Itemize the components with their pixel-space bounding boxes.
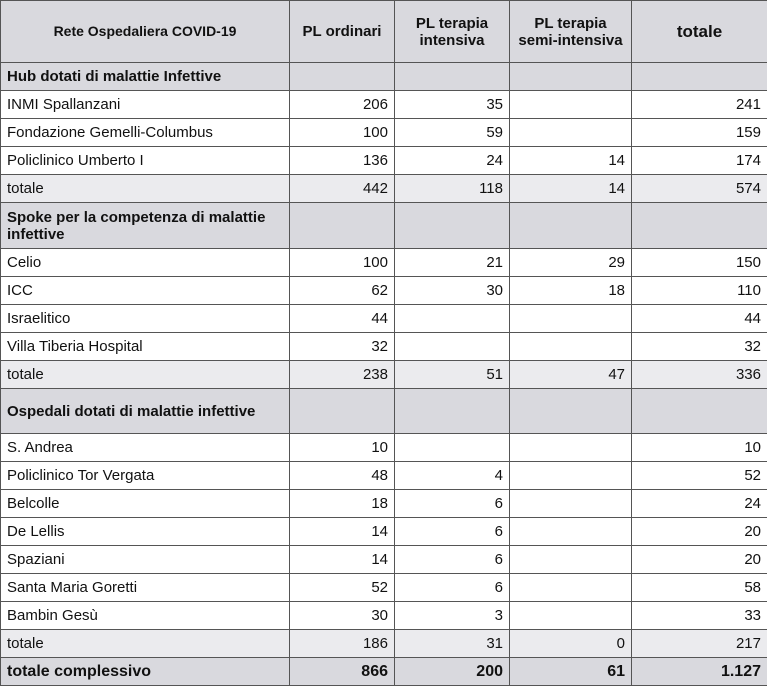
section-title: Spoke per la competenza di malattie infettive [1,203,290,249]
total-beds: 10 [632,434,767,462]
intensive-beds: 24 [395,147,510,175]
semi-intensive-beds: 0 [510,630,632,658]
intensive-beds: 6 [395,546,510,574]
intensive-beds [395,305,510,333]
intensive-beds: 4 [395,462,510,490]
ordinary-beds: 48 [290,462,395,490]
hospital-name: De Lellis [1,518,290,546]
total-beds: 58 [632,574,767,602]
semi-intensive-beds: 29 [510,249,632,277]
intensive-beds: 30 [395,277,510,305]
intensive-beds: 3 [395,602,510,630]
intensive-beds: 21 [395,249,510,277]
ordinary-beds: 186 [290,630,395,658]
table-row [1,462,767,490]
ordinary-beds: 52 [290,574,395,602]
header-total: totale [632,1,767,63]
hospital-name: S. Andrea [1,434,290,462]
subtotal-label: totale [1,630,290,658]
hospital-name: INMI Spallanzani [1,91,290,119]
table-row [1,147,767,175]
table-row [1,574,767,602]
semi-intensive-beds: 61 [510,658,632,686]
hospital-name: Policlinico Tor Vergata [1,462,290,490]
total-beds: 44 [632,305,767,333]
table-row [1,434,767,462]
total-beds: 20 [632,546,767,574]
header-intensive-beds: PL terapia intensiva [395,1,510,63]
header-semi-intensive-beds: PL terapia semi-intensiva [510,1,632,63]
hospital-name: Celio [1,249,290,277]
ordinary-beds: 18 [290,490,395,518]
hospital-name: Fondazione Gemelli-Columbus [1,119,290,147]
semi-intensive-beds [510,490,632,518]
semi-intensive-beds [510,91,632,119]
intensive-beds: 35 [395,91,510,119]
table-row [1,277,767,305]
ordinary-beds: 30 [290,602,395,630]
semi-intensive-beds [510,574,632,602]
total-beds: 52 [632,462,767,490]
intensive-beds: 51 [395,361,510,389]
semi-intensive-beds [510,119,632,147]
hospital-name: ICC [1,277,290,305]
ordinary-beds: 14 [290,546,395,574]
total-beds: 20 [632,518,767,546]
ordinary-beds: 866 [290,658,395,686]
subtotal-row [1,630,767,658]
total-beds: 150 [632,249,767,277]
subtotal-label: totale [1,175,290,203]
total-beds: 159 [632,119,767,147]
table-row [1,305,767,333]
table-row [1,490,767,518]
header-network: Rete Ospedaliera COVID-19 [1,1,290,63]
ordinary-beds: 62 [290,277,395,305]
total-beds: 217 [632,630,767,658]
intensive-beds: 6 [395,574,510,602]
subtotal-row [1,175,767,203]
ordinary-beds: 136 [290,147,395,175]
semi-intensive-beds [510,333,632,361]
semi-intensive-beds [510,434,632,462]
ordinary-beds: 238 [290,361,395,389]
ordinary-beds: 14 [290,518,395,546]
ordinary-beds: 100 [290,249,395,277]
header-row [1,1,767,63]
section-title: Hub dotati di malattie Infettive [1,63,290,91]
intensive-beds: 31 [395,630,510,658]
grand-total-label: totale complessivo [1,658,290,686]
intensive-beds: 118 [395,175,510,203]
grand-total-row [1,658,767,686]
ordinary-beds: 100 [290,119,395,147]
hospital-name: Villa Tiberia Hospital [1,333,290,361]
total-beds: 33 [632,602,767,630]
hospital-name: Israelitico [1,305,290,333]
ordinary-beds: 10 [290,434,395,462]
table-row [1,119,767,147]
section-header-hub [1,63,767,91]
hospital-name: Belcolle [1,490,290,518]
table-row [1,249,767,277]
section-title: Ospedali dotati di malattie infettive [1,389,290,434]
total-beds: 1.127 [632,658,767,686]
table-row [1,333,767,361]
total-beds: 574 [632,175,767,203]
ordinary-beds: 206 [290,91,395,119]
intensive-beds: 200 [395,658,510,686]
intensive-beds: 59 [395,119,510,147]
total-beds: 24 [632,490,767,518]
total-beds: 110 [632,277,767,305]
semi-intensive-beds [510,546,632,574]
table-row [1,546,767,574]
hospital-name: Bambin Gesù [1,602,290,630]
total-beds: 32 [632,333,767,361]
subtotal-row [1,361,767,389]
section-header-spoke [1,203,767,249]
hospital-name: Policlinico Umberto I [1,147,290,175]
ordinary-beds: 44 [290,305,395,333]
table-row [1,602,767,630]
semi-intensive-beds: 47 [510,361,632,389]
total-beds: 336 [632,361,767,389]
table-row [1,518,767,546]
intensive-beds [395,333,510,361]
intensive-beds [395,434,510,462]
hospital-name: Santa Maria Goretti [1,574,290,602]
semi-intensive-beds [510,602,632,630]
subtotal-label: totale [1,361,290,389]
total-beds: 241 [632,91,767,119]
total-beds: 174 [632,147,767,175]
ordinary-beds: 442 [290,175,395,203]
ordinary-beds: 32 [290,333,395,361]
semi-intensive-beds [510,462,632,490]
semi-intensive-beds: 18 [510,277,632,305]
intensive-beds: 6 [395,518,510,546]
table-row [1,91,767,119]
header-ordinary-beds: PL ordinari [290,1,395,63]
intensive-beds: 6 [395,490,510,518]
section-header-hospitals [1,389,767,434]
semi-intensive-beds [510,518,632,546]
semi-intensive-beds: 14 [510,147,632,175]
hospital-name: Spaziani [1,546,290,574]
semi-intensive-beds: 14 [510,175,632,203]
semi-intensive-beds [510,305,632,333]
